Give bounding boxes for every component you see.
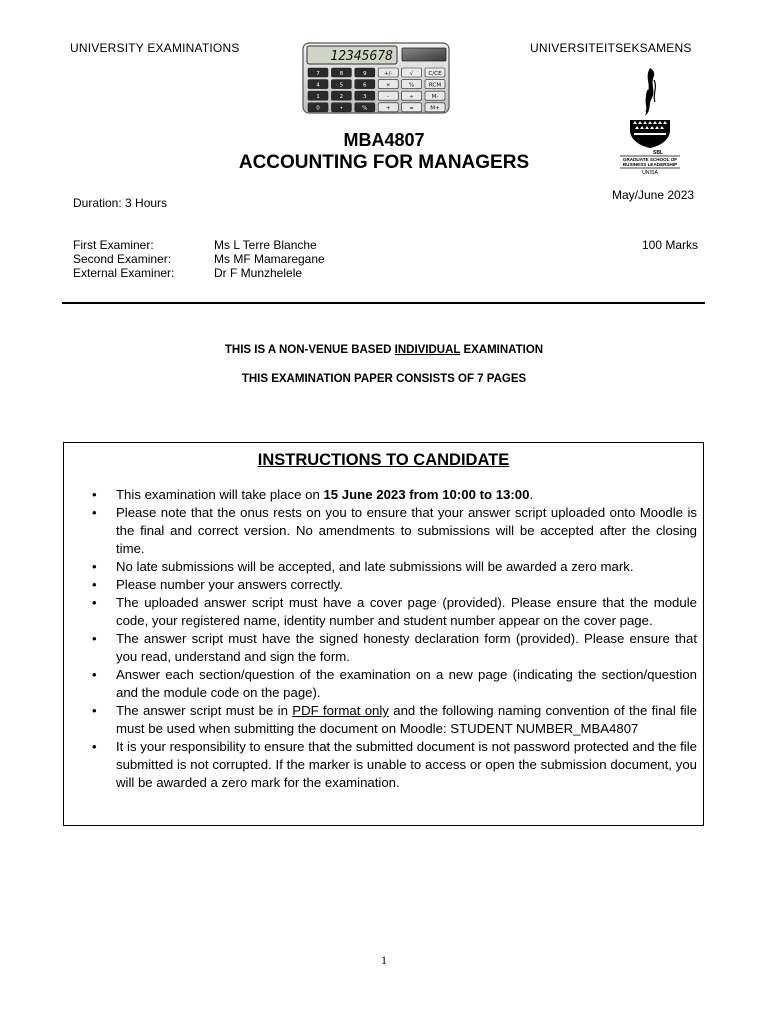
exam-session: May/June 2023 xyxy=(612,188,695,202)
instruction-text: . xyxy=(529,487,534,502)
calculator-key-label: 1 xyxy=(316,94,320,100)
calculator-key-label: 4 xyxy=(316,82,320,89)
flame-icon xyxy=(645,68,654,116)
calculator-key-label: 9 xyxy=(363,70,367,77)
total-marks: 100 Marks xyxy=(642,238,699,252)
calculator-image xyxy=(302,42,450,114)
examiner-row xyxy=(73,238,325,252)
calculator-key-label: 7 xyxy=(316,70,320,77)
examiner-row xyxy=(73,266,325,280)
calculator-key-label: 8 xyxy=(339,70,344,77)
calculator-key-label: ÷ xyxy=(409,94,414,100)
calculator-key-label: +/- xyxy=(383,70,393,77)
notice-text: THIS IS A NON-VENUE BASED xyxy=(224,344,395,356)
instruction-item: • No late submissions will be accepted, and late submissions will be awarded a zero mark. xyxy=(64,558,703,576)
logo-unisa: UNISA xyxy=(642,170,658,176)
instruction-item: • It is your responsibility to ensure that the submitted document is not password protected and the file submitted is not corrupted. If the marker is unable to access or open the submission document, you will be awarded a zero mark for the examination. xyxy=(64,738,703,792)
calculator-key-label: M+ xyxy=(430,105,440,112)
calculator-key-label: × xyxy=(385,82,391,89)
notice-underlined: INDIVIDUAL xyxy=(394,344,461,356)
examiner-role: External Examiner: xyxy=(73,266,175,280)
instruction-item: • The answer script must have the signed honesty declaration form (provided). Please ensure that you read, understand and sign the form. xyxy=(64,630,703,666)
instruction-text: The answer script must be in xyxy=(116,703,293,718)
instructions-title: INSTRUCTIONS TO CANDIDATE xyxy=(257,451,510,469)
calculator-key-label: 0 xyxy=(316,105,320,112)
page-count-notice: THIS EXAMINATION PAPER CONSISTS OF 7 PAGES xyxy=(241,373,527,385)
module-code: MBA4807 xyxy=(343,130,425,150)
instruction-text: and the following naming convention of the final file must be used when submitting the document on Moodle: STUDENT NUMBER_MBA4807 xyxy=(116,703,697,736)
calculator-key-label: 5 xyxy=(339,82,344,89)
exam-type-notice xyxy=(0,344,768,356)
instruction-item: • Answer each section/question of the examination on a new page (indicating the section/question and the module code on the page). xyxy=(64,666,703,702)
logo-line-graduate: GRADUATE SCHOOL OF xyxy=(622,157,678,162)
calculator-key-label: RCM xyxy=(428,82,442,89)
calculator-key-label: √ xyxy=(409,70,414,77)
header-university-examinations: UNIVERSITY EXAMINATIONS xyxy=(70,41,240,55)
instruction-text: This examination will take place on xyxy=(116,487,324,502)
examiners-list xyxy=(73,238,325,280)
instruction-item: • Please note that the onus rests on you to ensure that your answer script uploaded onto Moodle is the final and correct version. No amendments to submissions will be accepted after the closing time. xyxy=(64,504,703,558)
calculator-key-label: C/CE xyxy=(428,70,442,77)
header-universiteitseksamens: UNIVERSITEITSEKSAMENS xyxy=(530,41,692,55)
instruction-underlined: PDF format only xyxy=(292,703,389,718)
logo-sbl: SBL xyxy=(653,150,663,156)
calculator-key-label: + xyxy=(385,105,391,112)
instructions-list xyxy=(64,486,703,792)
calculator-key-label: M- xyxy=(431,94,439,100)
duration: Duration: 3 Hours xyxy=(73,196,168,210)
notice-text: EXAMINATION xyxy=(460,344,544,356)
page-number: 1 xyxy=(381,953,387,967)
instruction-item: • The uploaded answer script must have a cover page (provided). Please ensure that the module code, your registered name, identity number and student number appear on the cover page. xyxy=(64,594,703,630)
instruction-item: • Please number your answers correctly. xyxy=(64,576,703,594)
examiner-name: Ms MF Mamaregane xyxy=(214,252,325,266)
calculator-key-label: % xyxy=(362,105,368,112)
instructions-box xyxy=(63,442,704,826)
instruction-item xyxy=(64,486,703,504)
instruction-item xyxy=(64,702,703,738)
calculator-key-label: • xyxy=(339,105,344,112)
examiner-role: Second Examiner: xyxy=(73,252,172,266)
examiner-row xyxy=(73,252,325,266)
module-title: ACCOUNTING FOR MANAGERS xyxy=(238,152,530,173)
examiner-role: First Examiner: xyxy=(73,238,154,252)
examiner-name: Dr F Munzhelele xyxy=(214,266,303,280)
horizontal-divider xyxy=(62,302,705,304)
examiner-name: Ms L Terre Blanche xyxy=(214,238,317,252)
calculator-key-label: 6 xyxy=(363,82,367,89)
instruction-bold: 15 June 2023 from 10:00 to 13:00 xyxy=(323,487,530,502)
calculator-key-label: - xyxy=(387,94,390,100)
calculator-key-label: 3 xyxy=(363,94,367,100)
calculator-display: 12345678 xyxy=(330,49,393,64)
calculator-key-label: % xyxy=(408,82,415,89)
calculator-key-label: 2 xyxy=(339,94,344,100)
calculator-key-label: = xyxy=(409,105,414,112)
logo-line-business: BUSINESS LEADERSHIP xyxy=(622,162,678,167)
